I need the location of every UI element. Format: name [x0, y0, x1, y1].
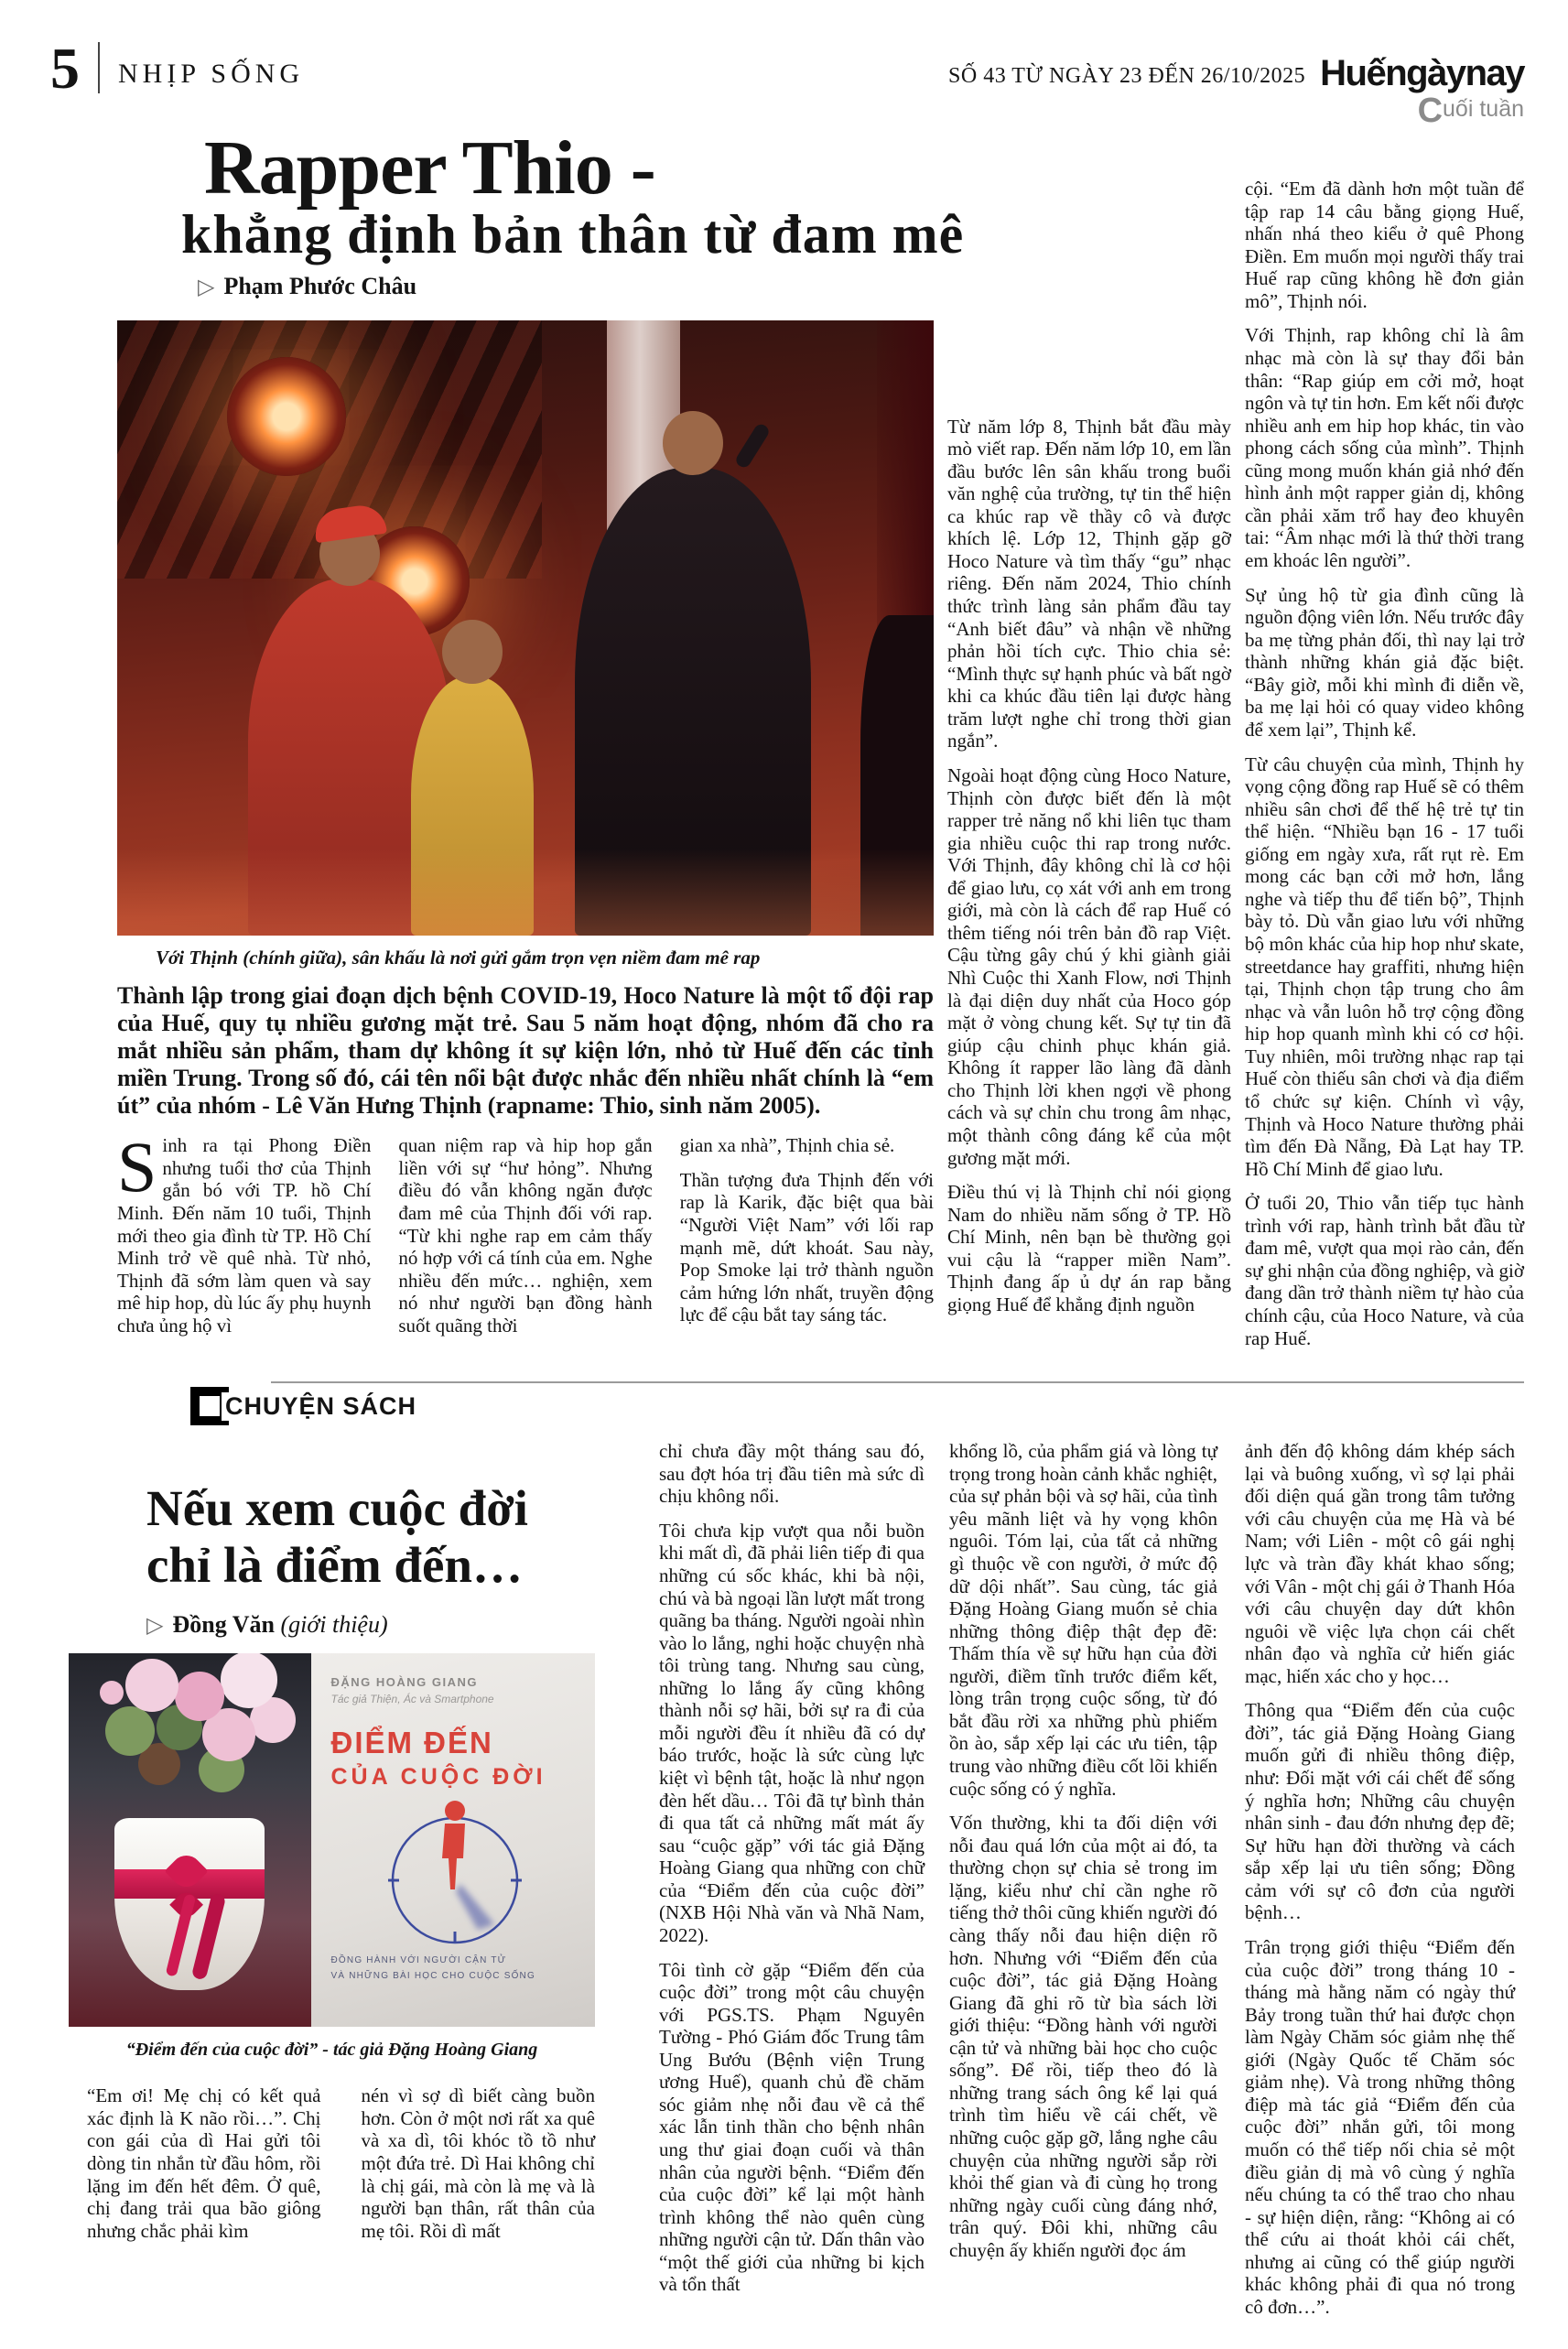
header-right: [948, 42, 1524, 128]
article1-left-block: [117, 313, 934, 1362]
paragraph: Vốn thường, khi ta đối diện với nỗi đau quá lớn của một ai đó, ta thường chọn sự chia sẻ trong im lặng, kiểu như chỉ cần nghe rõ tiếng thở thôi cũng khiến người đó càng thấy nỗi đau hiện diện rõ hơn. Nhưng với “Điểm đến của cuộc đời”, tác giả Đặng Hoàng Giang đã ghi rõ từ bìa sách lời giới thiệu: “Đồng hành với người cận tử và những bài học cho cuộc sống”. Để rồi, tiếp theo đó là những trang sách ông kể lại quá trình tìm hiểu về cái chết, về những cuộc gặp gỡ, lắng nghe câu chuyện của những người sắp rời khỏi thế gian và đi cùng họ trong những ngày cuối cùng đáng nhớ, trân quý. Đôi khi, những câu chuyện ấy khiến người đọc ám: [949, 1812, 1217, 2261]
stage-photo: [117, 320, 934, 936]
paragraph: khổng lồ, của phẩm giá và lòng tự trọng trong hoàn cảnh khắc nghiệt, của sự phản bội và sợ hãi, của tình yêu mãnh liệt và hy vọng khôn nguôi. Tóm lại, của tất cả những gì thuộc về con người, ở mức độ dữ dội nhất”. Sau cùng, tác giả Đặng Hoàng Giang muốn sẻ chia những thông điệp thật đẹp đẽ: Thấm thía về sự hữu hạn của đời người, điềm tĩnh trước điểm kết, lòng trân trọng cuộc sống, từ đó bắt đầu rời xa những phù phiếm ồn ào, sắp xếp lại các ưu tiên, tập trung vào những điều cốt lõi khiến cuộc sống có ý nghĩa.: [949, 1440, 1217, 1800]
issue-info: SỐ 43 TỪ NGÀY 23 ĐẾN 26/10/2025: [948, 64, 1306, 88]
byline-triangle-icon: ▷: [146, 1614, 164, 1639]
stage-light-fixture: [227, 357, 346, 476]
article2-title-block: [69, 1436, 595, 1593]
paragraph: ảnh đến độ không dám khép sách lại và buông xuống, vì sợ lại phải đối diện quá gần trong tâm tưởng với câu chuyện của mẹ Hà và bé Nam; với Liên - một cô gái nghị lực và tràn đầy khát khao sống; với Vân - một chị gái ở Thanh Hóa với câu chuyện day dứt khôn nguôi về việc lựa chọn cái chết nhân đạo và nghĩa cử hiến giác mạc, hiến xác cho y học…: [1245, 1440, 1515, 1687]
bottom-margin: [0, 2331, 1568, 2349]
section-chuyen-sach-header: [117, 1380, 1524, 1436]
book-photo: [69, 1653, 595, 2027]
article1-title-line2: khẳng định bản thân từ đam mê: [181, 203, 965, 265]
paragraph: Với Thịnh, rap không chỉ là âm nhạc mà còn là sự thay đổi bản thân: “Rap giúp em cởi mở, hoạt ngôn và tự tin hơn. Em kết nối được nhiều anh em hip hop khác, tin vào phong cách sống của mình”. Thịnh cũng mong muốn khán giả nhớ đến hình ảnh một rapper giản dị, không cần phải xăm trổ hay đeo khuyên tai: “Âm nhạc mới là thứ thời trang em khoác lên người”.: [1245, 324, 1524, 571]
article1-title-line1: Rapper Thio -: [204, 125, 655, 211]
microphone-decor: [733, 422, 771, 471]
flower-pot-photo-half: [69, 1653, 311, 2027]
paragraph: Thần tượng đưa Thịnh đến với rap là Karik, đặc biệt qua bài “Người Việt Nam” với lối rap mạnh mẽ, dứt khoát. Sau này, Pop Smoke lại trở thành nguồn cảm hứng lớn nhất, truyền động lực để cậu bắt tay sáng tác.: [679, 1168, 934, 1326]
performer-head-decor: [663, 411, 723, 475]
logo-sub-initial: C: [1417, 92, 1444, 130]
header-left: [50, 35, 305, 101]
paragraph: chỉ chưa đầy một tháng sau đó, sau đợt hóa trị đầu tiên mà sức dì chịu không nổi.: [659, 1440, 925, 1508]
paragraph: Điều thú vị là Thịnh chỉ nói giọng Nam do nhiều năm sống ở TP. Hồ Chí Minh, nên bạn bè thường gọi vui cậu là “rapper miền Nam”. Thịnh đang ấp ủ dự án rap bằng giọng Huế để khẳng định nguồn: [947, 1181, 1231, 1315]
pink-flowers-decor: [100, 1681, 124, 1705]
article2-byline: Đồng Văn: [172, 1611, 275, 1639]
article2-column-4: [949, 1436, 1217, 2330]
logo-subtext: [1320, 93, 1524, 128]
article2-two-columns: [69, 2084, 595, 2254]
article1-lead: Thành lập trong giai đoạn dịch bệnh COVID-19, Hoco Nature là một tổ đội rap của Huế, quy tụ nhiều gương mặt trẻ. Sau 5 năm hoạt động, nhóm đã cho ra mắt nhiều sản phẩm, tham dự không ít sự kiện lớn, nhỏ từ Huế đến các tỉnh miền Trung. Trong số đó, cái tên nổi bật được nhắc đến nhiều nhất chính là “em út” của nhóm - Lê Văn Hưng Thịnh (rapname: Thio, sinh năm 2005).: [117, 981, 934, 1120]
article2-title-line1: Nếu xem cuộc đời: [146, 1480, 528, 1537]
logo-sub-rest: uối tuần: [1443, 96, 1524, 122]
section-title: NHỊP SỐNG: [118, 59, 305, 89]
paragraph: Tôi tình cờ gặp “Điểm đến của cuộc đời” trong một câu chuyện với PGS.TS. Phạm Nguyên Tường - Phó Giám đốc Trung tâm Ung Bướu (Bệnh viện Trung ương Huế), quanh chủ đề chăm sóc giảm nhẹ nỗi đau về cả thể xác lẫn tinh thần cho bệnh nhân ung thư giai đoạn cuối và thân nhân của người bệnh. “Điểm đến của cuộc đời” kể lại một hành trình không thể nào quên cùng những người cận tử. Dấn thân vào “một thế giới của những bi kịch và tổn thất: [659, 1958, 925, 2296]
paragraph: Sự ủng hộ từ gia đình cũng là nguồn động viên lớn. Nếu trước đây ba mẹ từng phản đối, thì nay lại trở thành những khán giả đặc biệt. “Bây giờ, mỗi khi mình đi diễn về, ba mẹ lại hỏi có quay video không để xem lại”, Thịnh kể.: [1245, 583, 1524, 741]
paragraph: Từ câu chuyện của mình, Thịnh hy vọng cộng đồng rap Huế sẽ có thêm nhiều sân chơi để thế hệ trẻ tự tin thể hiện. “Nhiều bạn 16 - 17 tuổi giống em ngày xưa, rất rụt rè. Em mong các bạn cởi mở hơn, lắng nghe và tiếp thu để tiến bộ”, Thịnh bày tỏ. Dù vẫn giao lưu với những bộ môn khác của hip hop như skate, streetdance hay graffiti, nhưng hiện tại, Thịnh chọn tập trung cho âm nhạc và vẫn luôn hỗ trợ cộng đồng hip hop quanh mình khi có cơ hội. Tuy nhiên, môi trường nhạc rap tại Huế còn thiếu sân chơi và địa điểm tổ chức sự kiện. Chính vì vậy, Thịnh và Hoco Nature thường phải tìm đến Đà Nẵng, Đà Lạt hay TP. Hồ Chí Minh để giao lưu.: [1245, 752, 1524, 1180]
article1-column-2: quan niệm rap và hip hop gắn liền với sự “hư hỏng”. Nhưng điều đó vẫn không ngăn được đam mê của Thịnh đối với rap. “Từ khi nghe rap em cảm thấy nó hợp với cá tính của em. Nghe nhiều đến mức… nghiện, xem nó như người bạn đồng hành suốt quãng thời: [398, 1134, 653, 1337]
book-author: ĐẶNG HOÀNG GIANG: [330, 1675, 478, 1690]
article-book-review: [69, 1436, 1515, 2330]
article-rapper-thio: [117, 125, 1524, 1361]
article2-photo-caption: “Điểm đến của cuộc đời” - tác giả Đặng Hoàng Giang: [125, 2040, 538, 2061]
white-pot-decor: [114, 1818, 265, 1990]
section-divider-rule: [271, 1381, 1524, 1383]
article1-column-4: [947, 313, 1231, 1362]
book-author-note: Tác giả Thiện, Ác và Smartphone: [330, 1693, 494, 1706]
masthead-logo: [1320, 55, 1524, 128]
paragraph: Tôi chưa kịp vượt qua nỗi buồn khi mất dì, đã phải liên tiếp đi qua những cú sốc khác, khi bà nội, chú và bà ngoại lần lượt mất trong quãng ba tháng. Người ngoài nhìn vào lo lắng, nghi hoặc chuyện nhà tôi trùng tang. Nhưng sau cùng, những lo lắng ấy cũng không thành nỗi sợ hãi, bởi sự ra đi của mỗi người đều ít nhiều đã có dự báo trước, hoặc là sức cùng lực kiệt vì bệnh tật, hoặc là như ngọn đèn hết dầu… Tôi đã tự bình thản đi qua tất cả những mất mát ấy sau “cuộc gặp” với tác giả Đặng Hoàng Giang qua những con chữ của “Điểm đến của cuộc đời” (NXB Hội Nhà văn và Nhã Nam, 2022).: [659, 1519, 925, 1946]
logo-text: Huếngàynay: [1320, 53, 1524, 93]
article1-column-3: [680, 1134, 934, 1348]
article2-byline-note: (giới thiệu): [274, 1611, 388, 1639]
byline-triangle-icon: ▷: [198, 275, 215, 299]
paragraph: Ở tuổi 20, Thio vẫn tiếp tục hành trình với rap, hành trình bắt đầu từ đam mê, vượt qua mọi rào cản, đến sự ghi nhận của đồng nghiệp, và giờ đang dần trở thành niềm tự hào của chính cậu, của Hoco Nature, và của rap Huế.: [1245, 1192, 1524, 1349]
book-title-line1: ĐIỂM ĐẾN: [330, 1726, 493, 1760]
stage-glow-decor: [117, 849, 934, 935]
paragraph: gian xa nhà”, Thịnh chia sẻ.: [679, 1134, 895, 1157]
performer-head-decor: [442, 620, 503, 684]
drop-cap: S: [117, 1127, 157, 1207]
article2-byline-row: [146, 1611, 595, 1639]
article1-title-block: [117, 125, 1231, 313]
paragraph: Từ năm lớp 8, Thịnh bắt đầu mày mò viết rap. Đến năm lớp 10, em lần đầu bước lên sân khấu trong buổi văn nghệ của trường, tự tin thể hiện ca khúc rap về thầy cô và được khích lệ. Lớp 12, Thịnh gặp gỡ Hoco Nature và tìm thấy “gu” nhạc riêng. Đến năm 2024, Thio chính thức trình làng sản phẩm đầu tay “Anh biết đâu” và nhận về những phản hồi tích cực. Thio chia sẻ: “Mình thực sự hạnh phúc và bất ngờ khi ca khúc đầu tiên lại được hàng trăm lượt nghe chỉ trong thời gian ngắn”.: [947, 415, 1231, 752]
article1-byline-row: [198, 273, 1231, 300]
clock-man-illustration: [368, 1796, 542, 1950]
book-tagline-line2: VÀ NHỮNG BÀI HỌC CHO CUỘC SỐNG: [330, 1971, 535, 1982]
article2-left-block: [69, 1436, 595, 2330]
page-number: 5: [50, 35, 80, 101]
book-tagline-line1: ĐỒNG HÀNH VỚI NGƯỜI CẬN TỬ: [330, 1955, 507, 1966]
section-label-row: [190, 1387, 416, 1425]
article1-photo-caption: Với Thịnh (chính giữa), sân khấu là nơi gửi gắm trọn vẹn niềm đam mê rap: [156, 946, 761, 969]
article1-byline: Phạm Phước Châu: [223, 272, 417, 299]
article2-column-3: [659, 1436, 925, 2330]
page-header: [0, 0, 1568, 128]
article2-title-line2: chỉ là điểm đến…: [146, 1536, 523, 1593]
paragraph: Thông qua “Điểm đến của cuộc đời”, tác giả Đặng Hoàng Giang muốn gửi đi nhiều thông điệp, như: Đối mặt với cái chết để sống ý nghĩa hơn; Những câu chuyện nhân sinh - đau đớn nhưng đẹp đẽ; Sự hữu hạn đời thường và cách sắp xếp lại ưu tiên sống; Đồng cảm với sự cô đơn của người bệnh…: [1245, 1699, 1515, 1924]
paragraph: Ngoài hoạt động cùng Hoco Nature, Thịnh còn được biết đến là một rapper trẻ năng nổ khi liên tục tham gia nhiều cuộc thi rap trong nước. Với Thịnh, đây không chỉ là cơ hội để giao lưu, cọ xát với anh em trong giới, mà còn là cách để rap Huế có thêm tiếng nói trên bản đồ rap Việt. Cậu từng gây chú ý khi giành giải Nhì Cuộc thi Xanh Flow, nơi Thịnh là đại diện duy nhất của Hoco góp mặt ở vòng chung kết. Sự tự tin đã giúp cậu chinh phục khán giả. Không ít rapper lão làng đã dành cho Thịnh lời khen ngợi về phong cách và sự chỉn chu trong âm nhạc, một thành công đáng kể của một gương mặt mới.: [947, 763, 1231, 1169]
paragraph: cội. “Em đã dành hơn một tuần để tập rap 14 câu bằng giọng Huế, nhấn nhá theo kiểu ở quê Phong Điền. Em muốn mọi người thấy trai Huế rap cũng không hề đơn giản mô”, Thịnh nói.: [1245, 178, 1524, 312]
paragraph: Trân trọng giới thiệu “Điểm đến của cuộc đời” trong tháng 10 - tháng mà hằng năm có ngày thứ Bảy trong tuần thứ hai được chọn làm Ngày Chăm sóc giảm nhẹ thế giới (Ngày Quốc tế Chăm sóc giảm nhẹ). Và trong những thông điệp mà tác giả “Điểm đến của cuộc đời” nhắn gửi, tôi mong muốn có thể tiếp nối chia sẻ một điều giản dị mà vô cùng ý nghĩa nếu chúng ta có thể trao cho nhau - sự hiện diện, rằng: “Không ai có thể cứu ai thoát khỏi cái chết, nhưng ai cũng có thể giúp người khác không phải đi qua nó trong cô đơn…”.: [1245, 1935, 1515, 2318]
article2-column-5: [1245, 1436, 1515, 2330]
article1-three-columns: [117, 1127, 934, 1348]
article2-column-2: nén vì sợ dì biết càng buồn hơn. Còn ở một nơi rất xa quê và xa dì, tôi khóc tồ tồ như một đứa trẻ. Dì Hai không chỉ là chị gái, mà còn là mẹ và là người bạn thân, rất thân của mẹ tôi. Rồi dì mất: [361, 2084, 595, 2242]
ribbon-tail-decor: [191, 1893, 227, 1981]
article1-column-5: [1245, 132, 1524, 1361]
header-vertical-rule: [98, 42, 100, 93]
article1-column-1-text: inh ra tại Phong Điền nhưng tuổi thơ của Thịnh gắn bó với TP. hồ Chí Minh. Đến năm 10 tuổi, Thịnh mới theo gia đình từ TP. Hồ Chí Minh trở về quê nhà. Từ nhỏ, Thịnh đã sớm làm quen và say mê hip hop, dù lúc ấy phụ huynh chưa ủng hộ vì: [117, 1134, 372, 1337]
article1-column-1: [117, 1127, 372, 1337]
section-label: CHUYỆN SÁCH: [222, 1392, 416, 1421]
book-title-line2: CỦA CUỘC ĐỜI: [330, 1764, 546, 1791]
book-cover: [311, 1653, 596, 2027]
article2-column-1: “Em ơi! Mẹ chị có kết quả xác định là K não rồi…”. Chị con gái của dì Hai gửi tôi dòng tin nhắn từ đầu hôm, rồi lặng im đến hết đêm. Ở quê, chị đang trải qua bão giông nhưng chắc phải kìm: [87, 2084, 321, 2242]
